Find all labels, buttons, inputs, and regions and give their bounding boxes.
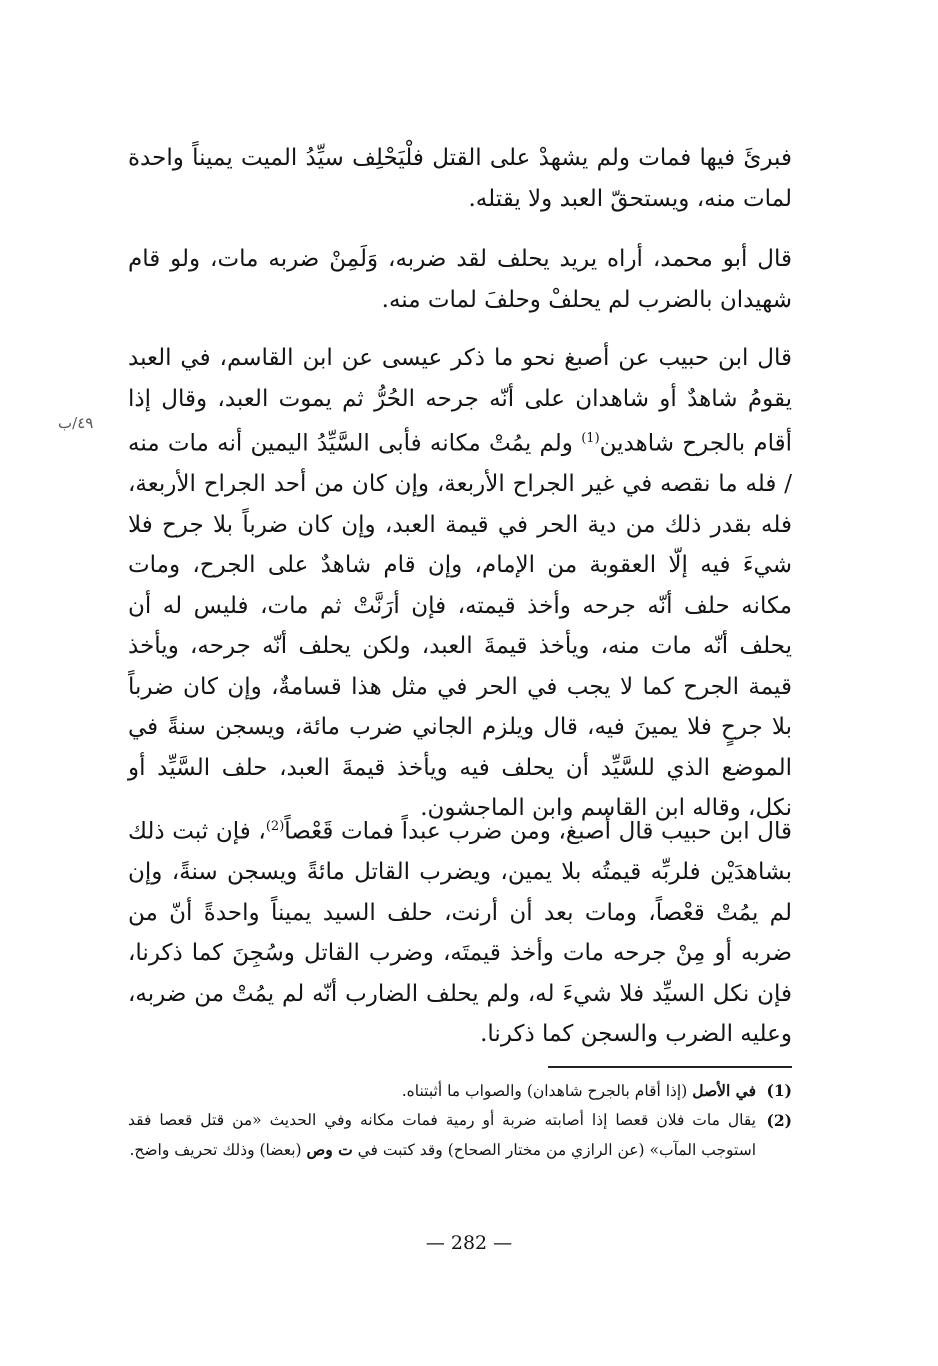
footnote-2-text — [128, 1106, 756, 1165]
paragraph-3 — [128, 338, 792, 829]
paragraph-1 — [128, 138, 792, 219]
paragraph-4 — [128, 807, 792, 1055]
footnotes — [128, 1076, 792, 1165]
page-number: — 282 — — [425, 1232, 513, 1254]
footnote-2-number: (2) — [766, 1111, 792, 1130]
paragraph-3-text-start: قال ابن حبيب عن أصبغ نحو ما ذكر عيسى عن ابن القاسم، في العبد يقومُ شاهدٌ أو شاهدان على أنّه جرحه الحُرُّ ثم يموت العبد، وقال إذا أقام بالجرح شاهدين — [128, 345, 793, 457]
paragraph-3-text-end: ولم يمُتْ مكانه فأبى السَّيِّدُ اليمين أنه مات منه / فله ما نقصه في غير الجراح الأربعة، وإن كان من أحد الجراح الأربعة، فله بقدر ذلك من دية الحر في قيمة العبد، وإن كان ضرباً بلا جرح فلا شيءَ فيه إلّا العقوبة من الإمام، وإن قام شاهدٌ على الجرح، ومات مكانه حلف أنّه جرحه وأخذ قيمته، فإن أرَنَّتْ ثم مات، فليس له أن يحلف أنّه مات منه، ويأخذ قيمةَ العبد، ولكن يحلف أنّه جرحه، ويأخذ قيمة الجرح كما لا يجب في الحر في مثل هذا قسامةٌ، وإن كان ضرباً بلا جرحٍ فلا يمينَ فيه، قال ويلزم الجاني ضرب مائة، ويسجن سنةً في الموضع الذي للسَّيِّد أن يحلف فيه ويأخذ قيمةَ العبد، حلف السَّيِّد أو نكل، وقاله ابن القاسم وابن الماجشون. — [128, 430, 792, 822]
paragraph-1-text: فبرئَ فيها فمات ولم يشهدْ على القتل فلْيَحْلِف سيِّدُ الميت يميناً واحدة لمات منه، ويستحقّ العبد ولا يقتله. — [128, 145, 792, 212]
paragraph-2 — [128, 239, 792, 320]
footnote-1-text — [128, 1076, 756, 1106]
footnote-ref-1: (1) — [581, 431, 600, 446]
footnote-ref-2: (2) — [265, 819, 285, 834]
footnote-1-number: (1) — [766, 1081, 792, 1100]
footnote-1-bold: في الأصل — [692, 1081, 756, 1100]
paragraph-2-text: قال أبو محمد، أراه يريد يحلف لقد ضربه، وَلَمِنْ ضربه مات، ولو قام شهيدان بالضرب لم يحلفْ وحلفَ لمات منه. — [128, 246, 792, 313]
footnote-2 — [128, 1106, 792, 1165]
footnote-2-body-start: يقال مات فلان قعصا إذا أصابته ضربة أو رمية فمات مكانه وفي الحديث «من قتل قعصا فقد استوجب المآب» (عن الرازي من مختار الصحاح) وقد كتبت في — [128, 1111, 756, 1159]
footnote-1-body: (إذا أقام بالجرح شاهدان) والصواب ما أثبتناه. — [401, 1082, 693, 1100]
paragraph-4-text-start: قال ابن حبيب قال أصبغ، ومن ضرب عبداً فمات قَعْصاً — [284, 818, 793, 845]
footnote-separator — [548, 1066, 792, 1068]
footnote-2-body-end: (بعضا) وذلك تحريف واضح. — [129, 1141, 307, 1159]
paragraph-4-text-end: ، فإن ثبت ذلك بشاهدَيْن فلربِّه قيمتُه بلا يمين، ويضرب القاتل مائةً ويسجن سنةً، وإن لم يمُتْ قعْصاً، ومات بعد أن أرنت، حلف السيد يميناً واحدةً أنّ من ضربه أو مِنْ جرحه مات وأخذ قيمتَه، وضرب القاتل وسُجِنَ كما ذكرنا، فإن نكل السيِّد فلا شيءَ له، ولم يحلف الضارب أنّه لم يمُتْ من ضربه، وعليه الضرب والسجن كما ذكرنا. — [128, 818, 792, 1048]
margin-folio-note: ٤٩/ب — [58, 414, 94, 432]
footnote-1 — [128, 1076, 792, 1106]
footnote-2-bold: ت وص — [306, 1140, 353, 1159]
